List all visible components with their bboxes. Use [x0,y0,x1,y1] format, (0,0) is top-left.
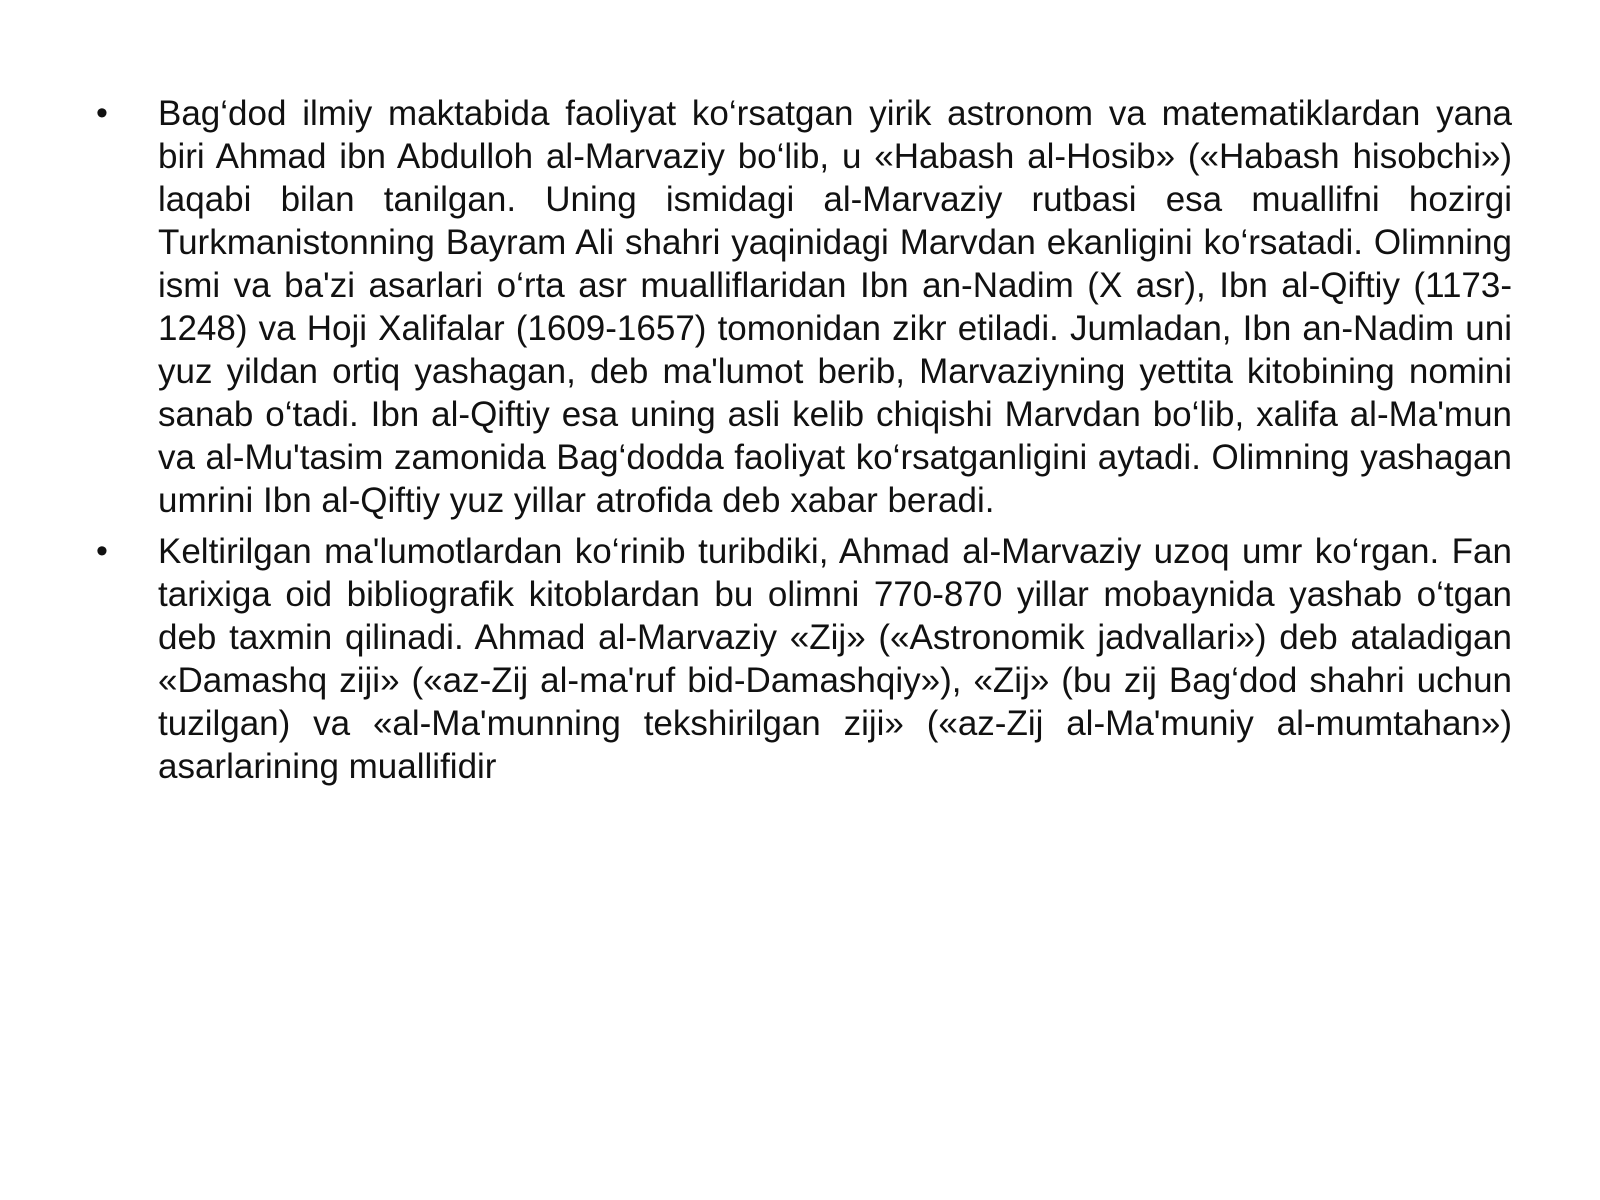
bullet-marker: • [96,532,108,570]
list-item [92,92,1512,522]
paragraph-text: Bag‘dod ilmiy maktabida faoliyat ko‘rsatgan yirik astronom va matematiklardan yana biri Ahmad ibn Abdulloh al-Marvaziy bo‘lib, u «Habash al-Hosib» («Habash hisobchi») laqabi bilan tanilgan. Uning ismidagi al-Marvaziy rutbasi esa muallifni hozirgi Turkmanistonning Bayram Ali shahri yaqinidagi Marvdan ekanligini ko‘rsatadi. Olimning ismi va ba'zi asarlari o‘rta asr mualliflaridan Ibn an-Nadim (X asr), Ibn al-Qiftiy (1173-1248) va Hoji Xalifalar (1609-1657) tomonidan zikr etiladi. Jumladan, Ibn an-Nadim uni yuz yildan ortiq yashagan, deb ma'lumot berib, Marvaziyning yettita kitobining nomini sanab o‘tadi. Ibn al-Qiftiy esa uning asli kelib chiqishi Marvdan bo‘lib, xalifa al-Ma'mun va al-Mu'tasim zamonida Bag‘dodda faoliyat ko‘rsatganligini aytadi. Olimning yashagan umrini Ibn al-Qiftiy yuz yillar atrofida deb xabar beradi. [158,94,1512,520]
bullet-list [92,92,1512,796]
paragraph-text: Keltirilgan ma'lumotlardan ko‘rinib turibdiki, Ahmad al-Marvaziy uzoq umr ko‘rgan. Fan tarixiga oid bibliografik kitoblardan bu olimni 770-870 yillar mobaynida yashab o‘tgan deb taxmin qilinadi. Ahmad al-Marvaziy «Zij» («Astronomik jadvallari») deb ataladigan «Damashq ziji» («az-Zij al-ma'ruf bid-Damashqiy»), «Zij» (bu zij Bag‘dod shahri uchun tuzilgan) va «al-Ma'munning tekshirilgan ziji» («az-Zij al-Ma'muniy al-mumtahan») asarlarining muallifidir [158,532,1512,786]
bullet-marker: • [96,94,108,132]
list-item [92,530,1512,788]
